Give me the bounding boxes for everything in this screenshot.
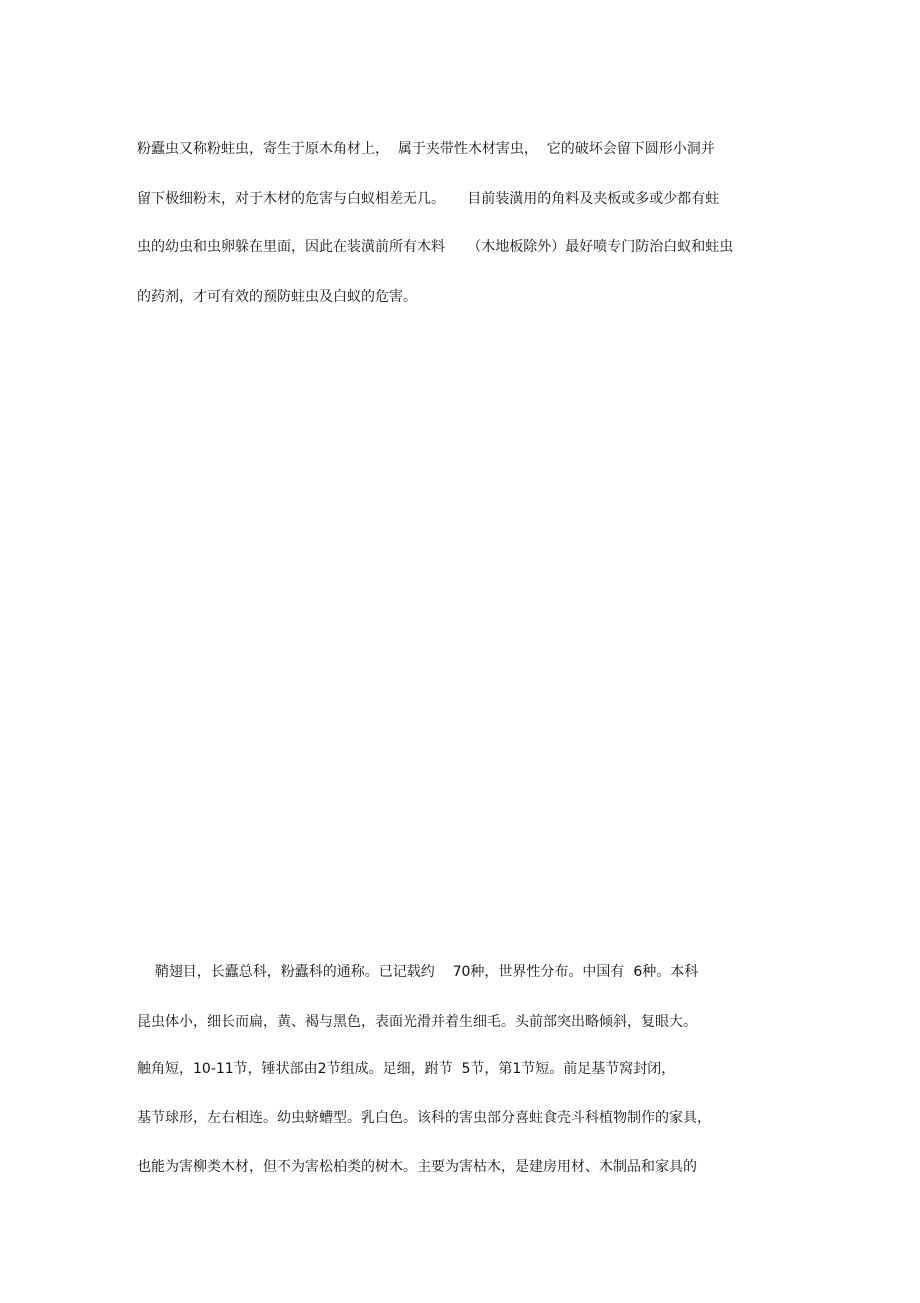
text-line: 虫的幼虫和虫卵躲在里面，因此在装潢前所有木料 （木地板除外）最好喷专门防治白蚁和蛀虫	[137, 239, 734, 255]
text-line: 也能为害柳类木材，但不为害松柏类的树木。主要为害枯木，是建房用材、木制品和家具的	[137, 1159, 697, 1175]
text-line: 粉蠹虫又称粉蛀虫，寄生于原木角材上， 属于夹带性木材害虫， 它的破坏会留下圆形小洞并	[137, 141, 715, 157]
text-line: 鞘翅目，长蠹总科，粉蠹科的通称。已记载约 70种，世界性分布。中国有 6种。本科	[137, 964, 699, 980]
text-line: 留下极细粉末，对于木材的危害与白蚁相差无几。 目前装潢用的角料及夹板或多或少都有蛀	[137, 191, 720, 207]
text-line: 昆虫体小，细长而扁，黄、褐与黑色，表面光滑并着生细毛。头前部突出略倾斜，复眼大。	[137, 1014, 697, 1030]
text-line: 基节球形，左右相连。幼虫蛴螬型。乳白色。该科的害虫部分喜蛀食壳斗科植物制作的家具，	[137, 1110, 711, 1126]
text-line: 的药剂，才可有效的预防蛀虫及白蚁的危害。	[137, 289, 417, 305]
text-line: 触角短，10-11节，锤状部由2节组成。足细，跗节 5节，第1节短。前足基节窝封闭，	[137, 1061, 676, 1077]
